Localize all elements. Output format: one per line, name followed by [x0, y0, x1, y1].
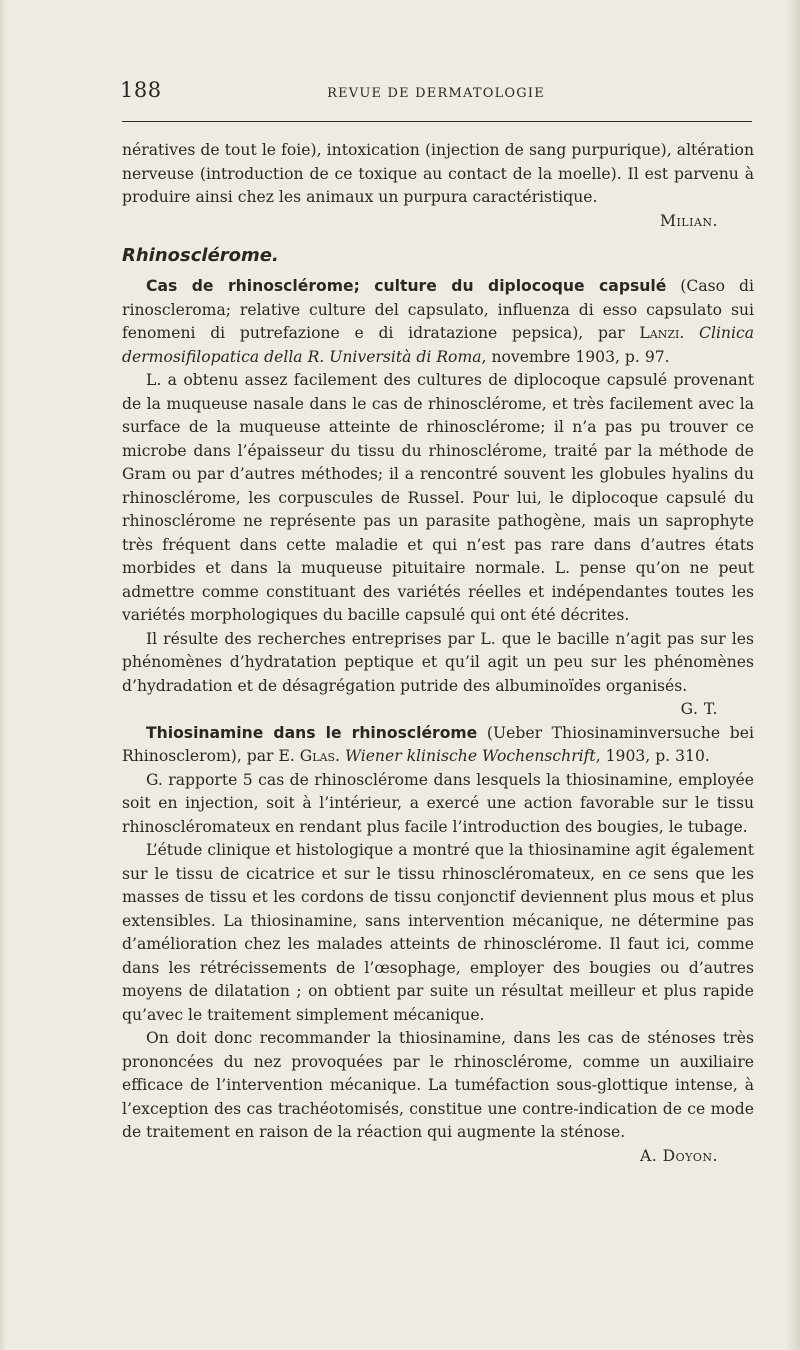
header-rule: [122, 121, 752, 122]
continued-paragraph: nératives de tout le foie), intoxication (injection de sang purpurique), altération nerveuse (introduction de ce toxique au contact de la moelle). Il est parvenu à produire ainsi chez les animaux un purpura caractéristique.: [122, 141, 754, 206]
signature-line: [122, 210, 754, 234]
page-number: 188: [120, 78, 162, 102]
article-1-title: Cas de rhinosclérome; culture du diplocoque capsulé: [146, 277, 667, 295]
article-2-journal: Wiener klinische Wochenschrift: [344, 747, 596, 765]
running-title: REVUE DE DERMATOLOGIE: [327, 86, 545, 101]
article-2-author: Glas: [299, 747, 336, 765]
signature-line: [122, 698, 754, 722]
article-1-journal: Clinica dermosifilopatica della R. Università di Roma: [122, 324, 754, 366]
article-1-reference: Cas de rhinosclérome; culture du diplocoque capsulé (Caso di rinoscleroma; relative culture del capsulato, influenza di esso capsulato sui fenomeni di putrefazione e di idratazione pepsica), par Lanzi. Clinica dermosifilopatica della R. Università di Roma, novembre 1903, p. 97.: [122, 277, 754, 366]
signature-milian: Milian.: [660, 211, 718, 230]
page-edge-left: [0, 0, 6, 1350]
page-edge-right: [786, 0, 800, 1350]
signature-gt: G. T.: [680, 700, 718, 718]
article-2-paragraph-3: On doit donc recommander la thiosinamine, dans les cas de sténoses très prononcées du nez provoquées par le rhinosclérome, comme un auxiliaire efficace de l’intervention mécanique. La tuméfaction sous-glottique intense, à l’exception des cas trachéotomisés, constitue une contre-indication de ce mode de traitement en raison de la réaction qui augmente la sténose.: [122, 1029, 754, 1141]
article-body: [122, 139, 754, 1168]
page-header: [120, 78, 752, 108]
article-1-paragraph-1: L. a obtenu assez facilement des cultures de diplocoque capsulé provenant de la muqueuse nasale dans le cas de rhinosclérome, et très facilement avec la surface de la muqueuse atteinte de rhinosclérome; il n’a pas pu trouver ce microbe dans l’épaisseur du tissu du rhinosclérome, traité par la méthode de Gram ou par d’autres méthodes; il a rencontré souvent les globules hyalins du rhinosclérome, les corpuscules de Russel. Pour lui, le diplocoque capsulé du rhinosclérome ne représente pas un parasite pathogène, mais un saprophyte très fréquent dans cette maladie et qui n’est pas rare dans d’autres états morbides et dans la muqueuse pituitaire normale. L. pense qu’on ne peut admettre comme constituant des variétés réelles et indépendantes toutes les variétés morphologiques du bacille capsulé qui ont été décrites.: [122, 371, 754, 624]
article-2-paragraph-2: L’étude clinique et histologique a montré que la thiosinamine agit également sur le tissu de cicatrice et sur le tissu rhinoscléromateux, en ce sens que les masses de tissu et les cordons de tissu conjonctif deviennent plus mous et plus extensibles. La thiosinamine, sans intervention mécanique, ne détermine pas d’amélioration chez les malades atteints de rhinosclérome. Il faut ici, comme dans les rétrécissements de l’œsophage, employer des bougies ou d’autres moyens de dilatation ; on obtient par suite un résultat meilleur et plus rapide qu’avec le traitement simplement mécanique.: [122, 841, 754, 1024]
article-1-author: Lanzi: [639, 324, 680, 342]
section-title: Rhinosclérome.: [122, 245, 279, 266]
article-1-paragraph-2: Il résulte des recherches entreprises par L. que le bacille n’agit pas sur les phénomènes d’hydratation peptique et qu’il agit un peu sur les phénomènes d’hydradation et de désagrégation putride des albuminoïdes organisés.: [122, 629, 754, 695]
article-2-paragraph-1: G. rapporte 5 cas de rhinosclérome dans lesquels la thiosinamine, employée soit en injection, soit à l’intérieur, a exercé une action favorable sur le tissu rhinoscléromateux en rendant plus facile l’introduction des bougies, le tubage.: [122, 770, 754, 836]
signature-doyon: A. Doyon.: [639, 1146, 718, 1165]
article-2-reference: Thiosinamine dans le rhinosclérome (Ueber Thiosinaminversuche bei Rhinosclerom), par E. Glas. Wiener klinische Wochenschrift, 1903, p. 310.: [122, 723, 754, 765]
article-2-title: Thiosinamine dans le rhinosclérome: [146, 723, 478, 742]
signature-line: [122, 1145, 754, 1169]
